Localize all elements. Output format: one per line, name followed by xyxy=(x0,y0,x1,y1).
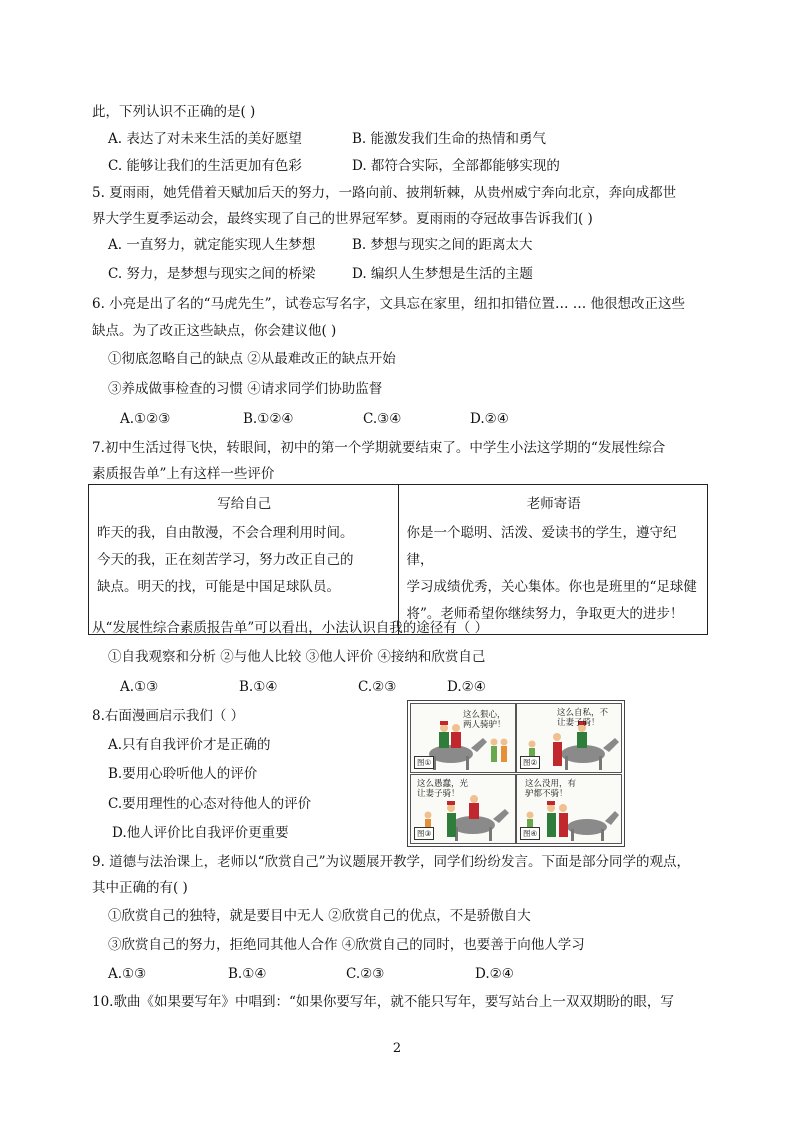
q5-stem-line1: 5. 夏雨雨，她凭借着天赋加后天的努力，一路向前、披荆斩棘，从贵州威宁奔向北京，奔向成都世 xyxy=(92,185,677,201)
self-assessment-header: 写给自己 xyxy=(217,496,272,512)
comic-panel-3-label: 图③ xyxy=(414,827,434,840)
q7-stem-line2: 素质报告单”上有这样一些评价 xyxy=(92,466,275,482)
q4-option-a: A. 表达了对未来生活的美好愿望 xyxy=(108,131,302,147)
q7-items: ①自我观察和分析 ②与他人比较 ③他人评价 ④接纳和欣赏自己 xyxy=(108,649,486,665)
teacher-comment-line: 你是一个聪明、活泼、爱读书的学生，遵守纪律， xyxy=(406,525,677,568)
q7-option-d: D.②④ xyxy=(447,679,486,695)
bubble-text: 让妻子骑！ xyxy=(417,789,460,799)
comic-panel-1-bubble xyxy=(463,710,506,730)
q7-option-b: B.①④ xyxy=(239,679,278,695)
q9-items-row2: ③欣赏自己的努力，拒绝同其他人合作 ④欣赏自己的同时，也要善于向他人学习 xyxy=(108,937,585,953)
q9-option-c: C.②③ xyxy=(346,966,385,982)
q6-stem-line2: 缺点。为了改正这些缺点，你会建议他( ) xyxy=(92,323,337,339)
q6-option-d: D.②④ xyxy=(470,411,509,427)
q4-option-d: D. 都符合实际，全部都能够实现的 xyxy=(352,158,560,174)
self-assessment-cell xyxy=(89,485,399,635)
q6-stem-line1: 6. 小亮是出了名的“马虎先生”，试卷忘写名字，文具忘在家里，纽扣扣错位置… … 他很想改正这些 xyxy=(92,296,686,312)
q5-stem-line2: 界大学生夏季运动会，最终实现了自己的世界冠军梦。夏雨雨的夺冠故事告诉我们( ) xyxy=(92,211,593,227)
comic-panel-2-bubble xyxy=(557,708,608,728)
q9-items-row1: ①欣赏自己的独特，就是要目中无人 ②欣赏自己的优点，不是骄傲自大 xyxy=(108,908,531,924)
bubble-text: 这么狠心， xyxy=(463,710,506,720)
q8-option-b: B.要用心聆听他人的评价 xyxy=(108,766,258,782)
q7-option-a: A.①③ xyxy=(120,679,159,695)
page-number: 2 xyxy=(392,1041,402,1056)
q4-option-b: B. 能激发我们生命的热情和勇气 xyxy=(352,131,547,147)
q7-stem-line1: 7.初中生活过得飞快，转眼间，初中的第一个学期就要结束了。中学生小法这学期的“发展性综合 xyxy=(92,440,666,456)
q5-option-c: C. 努力，是梦想与现实之间的桥梁 xyxy=(108,266,316,282)
comic-panel-4-bubble xyxy=(525,779,576,799)
comic-panel-1-label: 图① xyxy=(414,756,434,769)
teacher-comment-line: 将”。老师希望你继续努力，争取更大的进步！ xyxy=(406,606,684,622)
q6-items-row1: ①彻底忽略自己的缺点 ②从最难改正的缺点开始 xyxy=(108,351,396,367)
bubble-text: 两人骑驴！ xyxy=(463,720,506,730)
q8-stem: 8.右面漫画启示我们（ ） xyxy=(92,708,245,724)
comic-panel-3-bubble xyxy=(417,779,468,799)
q4-stem: 此，下列认识不正确的是( ) xyxy=(92,104,256,120)
q6-option-c: C.③④ xyxy=(363,411,402,427)
q10-stem-line1: 10.歌曲《如果要写年》中唱到：“如果你要写年，就不能只写年，要写站台上一双双期盼的眼，写 xyxy=(92,994,674,1010)
comic-panel-4-label: 图④ xyxy=(520,827,540,840)
teacher-comment-cell xyxy=(398,485,708,635)
q5-option-b: B. 梦想与现实之间的距离太大 xyxy=(352,237,533,253)
q9-option-a: A.①③ xyxy=(108,966,147,982)
bubble-text: 驴都不骑！ xyxy=(525,789,568,799)
bubble-text: 这么没用，有 xyxy=(525,779,577,789)
q6-option-b: B.①②④ xyxy=(243,411,294,427)
q8-option-c: C.要用理性的心态对待他人的评价 xyxy=(108,796,312,812)
q6-option-a: A.①②③ xyxy=(120,411,171,427)
q6-items-row2: ③养成做事检查的习惯 ④请求同学们协助监督 xyxy=(108,381,383,397)
report-table xyxy=(88,484,708,635)
donkey-comic xyxy=(407,700,625,847)
q5-option-d: D. 编织人生梦想是生活的主题 xyxy=(352,266,533,282)
comic-panel-4 xyxy=(516,774,622,844)
self-assessment-line: 今天的我，正在刻苦学习，努力改正自己的 xyxy=(97,552,354,568)
comic-panel-2 xyxy=(516,703,622,773)
self-assessment-line: 昨天的我，自由散漫，不会合理利用时间。 xyxy=(97,525,354,541)
bubble-text: 这么自私，不 xyxy=(557,708,609,718)
q8-option-d: D.他人评价比自我评价更重要 xyxy=(112,825,289,841)
q5-option-a: A. 一直努力，就定能实现人生梦想 xyxy=(108,237,316,253)
q9-stem-line1: 9. 道德与法治课上，老师以“欣赏自己”为议题展开教学，同学们纷纷发言。下面是部分同学的观点， xyxy=(92,854,690,870)
bubble-text: 让妻子骑！ xyxy=(557,718,600,728)
self-assessment-line: 缺点。明天的找，可能是中国足球队员。 xyxy=(97,579,340,595)
q4-option-c: C. 能够让我们的生活更加有色彩 xyxy=(108,158,302,174)
teacher-comment-line: 学习成绩优秀，关心集体。你也是班里的“足球健 xyxy=(406,579,697,595)
comic-panel-1 xyxy=(410,703,516,773)
comic-panel-2-label: 图② xyxy=(520,756,540,769)
bubble-text: 这么愚蠢，光 xyxy=(417,779,469,789)
teacher-comment-header: 老师寄语 xyxy=(526,496,581,512)
q9-stem-line2: 其中正确的有( ) xyxy=(92,880,188,896)
q9-option-b: B.①④ xyxy=(228,966,267,982)
q7-followup: 从“发展性综合素质报告单”可以看出，小法认识自我的途径有（ ） xyxy=(92,620,489,636)
q7-option-c: C.②③ xyxy=(358,679,397,695)
q8-option-a: A.只有自我评价才是正确的 xyxy=(108,737,271,753)
comic-panel-3 xyxy=(410,774,516,844)
q9-option-d: D.②④ xyxy=(475,966,514,982)
